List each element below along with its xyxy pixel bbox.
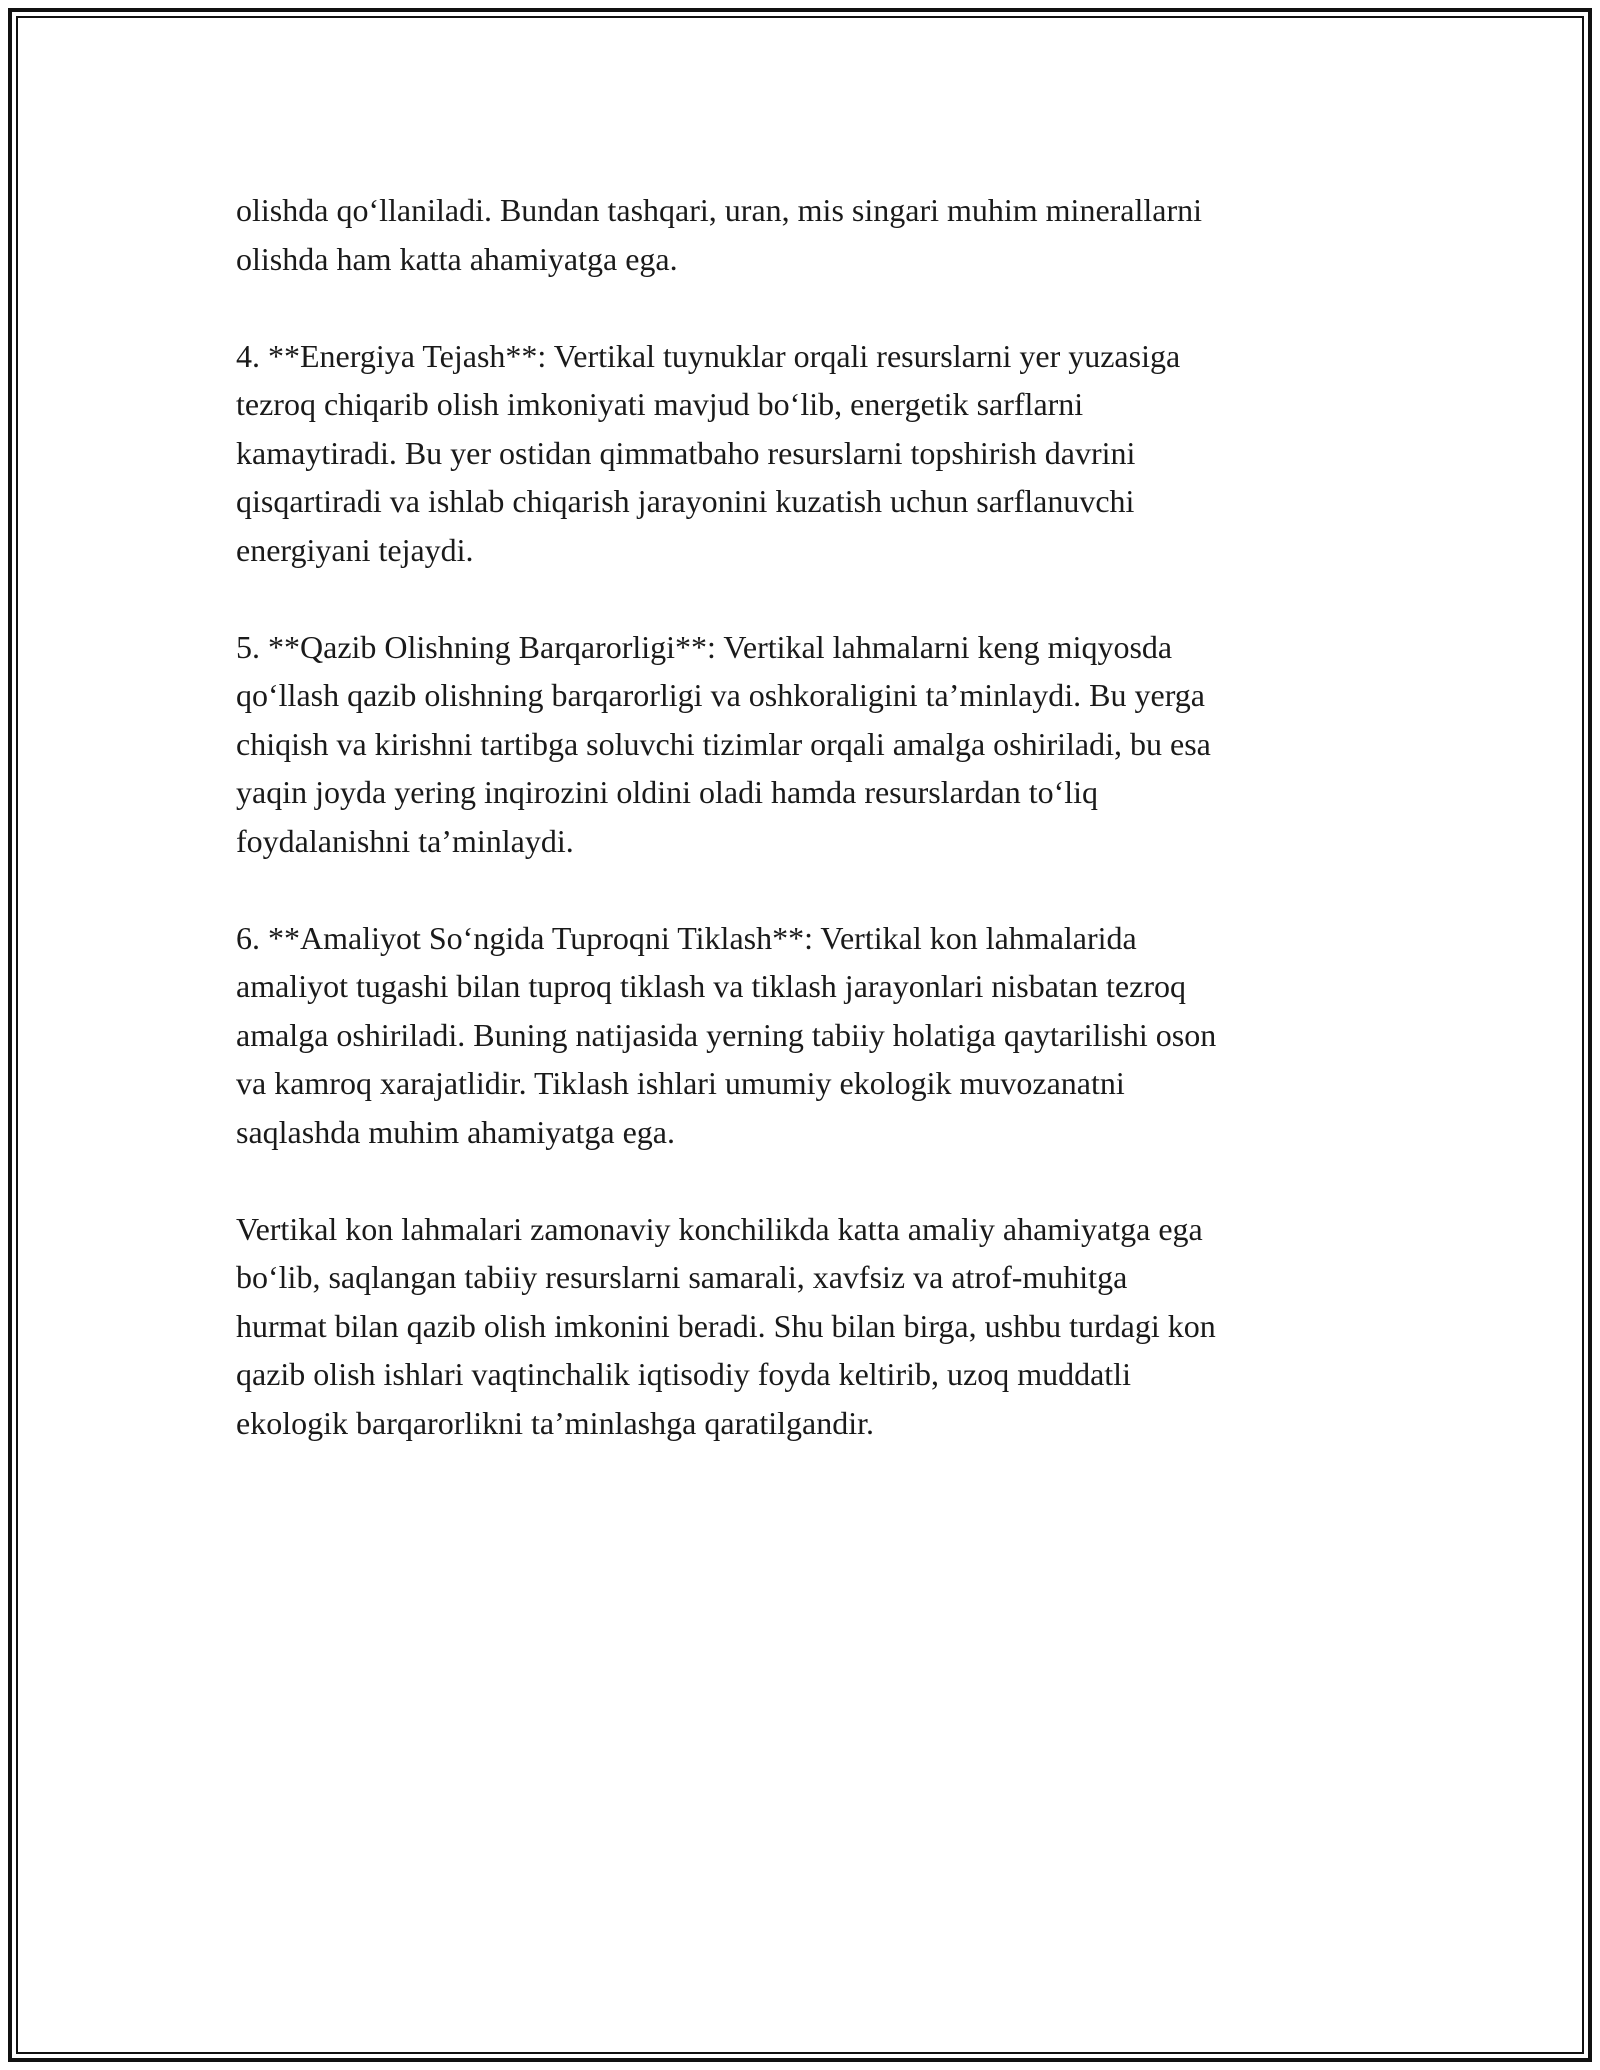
document-body (236, 186, 1366, 1496)
paragraph-minerals-continuation: olishda qo‘llaniladi. Bundan tashqari, uran, mis singari muhim minerallarni olishda ham katta ahamiyatga ega. (236, 192, 1203, 277)
paragraph-conclusion: Vertikal kon lahmalari zamonaviy konchilikda katta amaliy ahamiyatga ega bo‘lib, saqlangan tabiiy resurslarni samarali, xavfsiz va atrof-muhitga hurmat bilan qazib olish imkonini beradi. Shu bilan birga, ushbu turdagi kon qazib olish ishlari vaqtinchalik iqtisodiy foyda keltirib, uzoq muddatli ekologik barqarorlikni ta’minlashga qaratilgandir. (236, 1210, 1216, 1441)
paragraph-soil-restoration: 6. **Amaliyot So‘ngida Tuproqni Tiklash**: Vertikal kon lahmalarida amaliyot tugashi bilan tuproq tiklash va tiklash jarayonlari nisbatan tezroq amalga oshiriladi. Buning natijasida yerning tabiiy holatiga qaytarilishi oson va kamroq xarajatlidir. Tiklash ishlari umumiy ekologik muvozanatni saqlashda muhim ahamiyatga ega. (236, 919, 1217, 1150)
paragraph-extraction-stability: 5. **Qazib Olishning Barqarorligi**: Vertikal lahmalarni keng miqyosda qo‘llash qazib olishning barqarorligi va oshkoraligini ta’minlaydi. Bu yerga chiqish va kirishni tartibga soluvchi tizimlar orqali amalga oshiriladi, bu esa yaqin joyda yering inqirozini oldini oladi hamda resurslardan to‘liq foydalanishni ta’minlaydi. (236, 628, 1211, 859)
paragraph-energy-saving: 4. **Energiya Tejash**: Vertikal tuynuklar orqali resurslarni yer yuzasiga tezroq chiqarib olish imkoniyati mavjud bo‘lib, energetik sarflarni kamaytiradi. Bu yer ostidan qimmatbaho resurslarni topshirish davrini qisqartiradi va ishlab chiqarish jarayonini kuzatish uchun sarflanuvchi energiyani tejaydi. (236, 337, 1181, 568)
